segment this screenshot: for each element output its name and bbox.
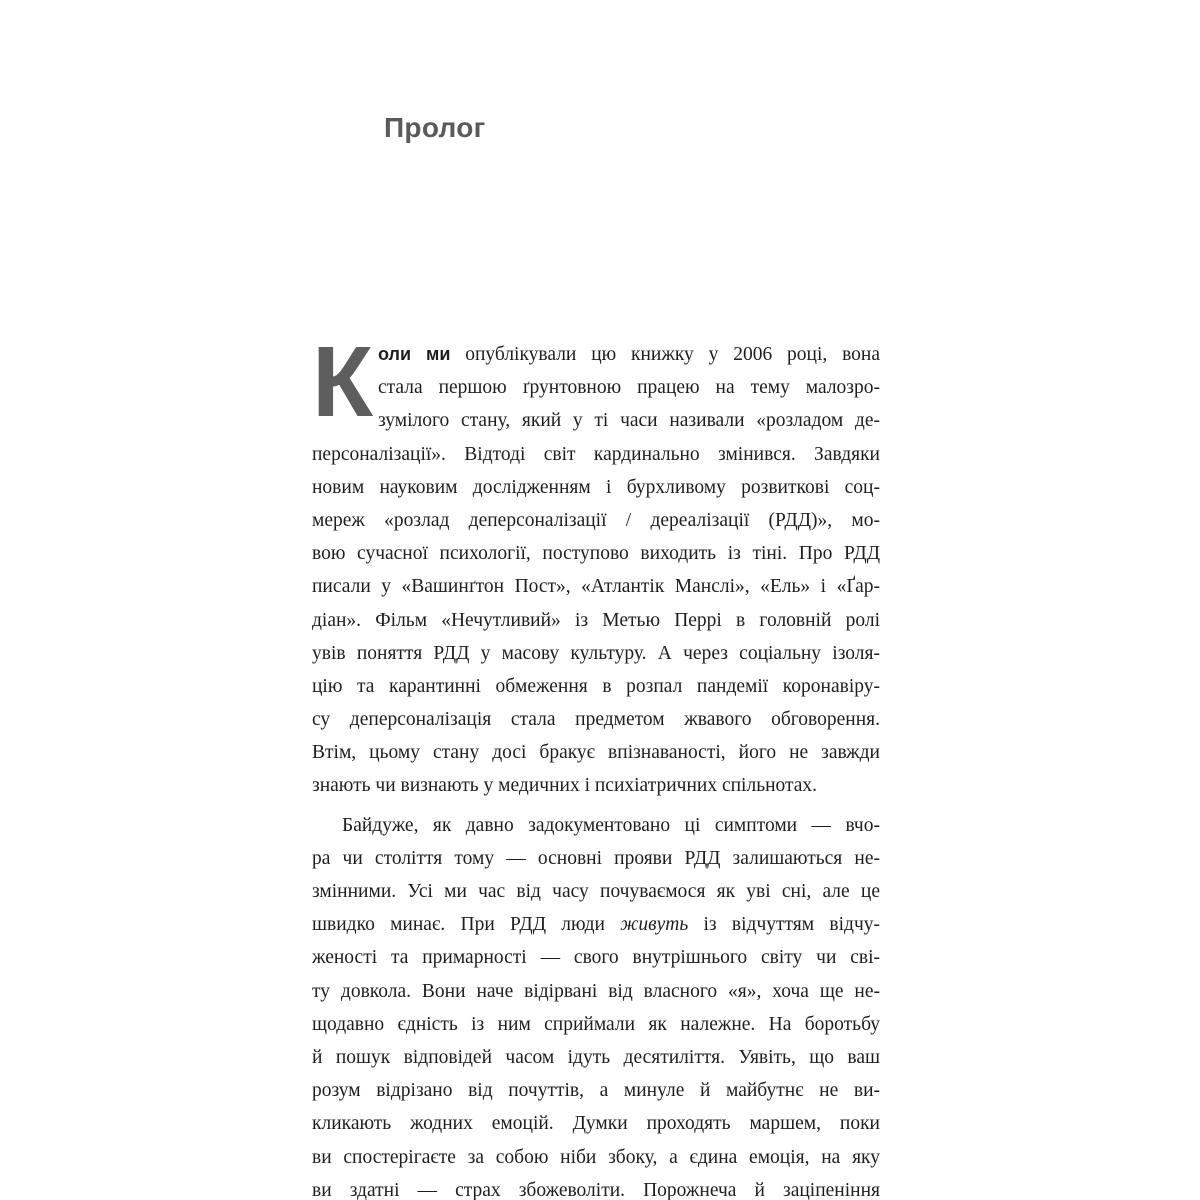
text-line: мереж «розлад деперсоналізації / дереалізації (РДД)», мо- bbox=[312, 509, 880, 531]
text-line: знають чи визнають у медичних і психіатричних спільнотах. bbox=[312, 775, 818, 797]
text-line: цію та карантинні обмеження в розпал пандемії коронавіру- bbox=[312, 675, 880, 697]
text-line: ту довкола. Вони наче відірвані від власного «я», хоча ще не- bbox=[312, 980, 880, 1002]
text-line: ви спостерігаєте за собою ніби збоку, а єдина емоція, на яку bbox=[312, 1146, 880, 1168]
text-line: розум відрізано від почуттів, а минуле й майбутнє не ви- bbox=[312, 1080, 880, 1102]
text-line: зумілого стану, який у ті часи називали «розладом де- bbox=[378, 410, 880, 432]
text-line: кликають жодних емоцій. Думки проходять маршем, поки bbox=[312, 1113, 880, 1135]
text-line: ра чи століття тому — основні прояви РДД залишаються не- bbox=[312, 847, 880, 869]
emphasis: живуть bbox=[620, 914, 689, 936]
text-line: стала першою ґрунтовною працею на тему малозро- bbox=[378, 377, 880, 399]
text-line: вою сучасної психології, поступово виходить із тіні. Про РДД bbox=[312, 543, 880, 565]
text-line: персоналізації». Відтоді світ кардинально змінився. Завдяки bbox=[312, 443, 880, 465]
text-line bbox=[312, 338, 880, 371]
text-line: писали у «Вашинґтон Пост», «Атлантік Манслі», «Ель» і «Ґар- bbox=[312, 576, 880, 598]
text-line: Байдуже, як давно задокументовано ці симптоми — вчо- bbox=[342, 814, 880, 836]
text-line: змінними. Усі ми час від часу почуваємося як уві сні, але це bbox=[312, 881, 880, 902]
drop-cap: К bbox=[312, 326, 374, 438]
chapter-title: Пролог bbox=[384, 112, 486, 143]
text-line: су деперсоналізація стала предметом жвавого обговорення. bbox=[312, 709, 880, 731]
text-line: женості та примарності — свого внутрішнього світу чи сві- bbox=[312, 947, 880, 969]
text-line: діан». Фільм «Нечутливий» із Метью Перрі в головній ролі bbox=[312, 609, 880, 631]
body-text bbox=[312, 326, 881, 1200]
text-line: Втім, цьому стану досі бракує впізнаваності, його не завжди bbox=[312, 742, 880, 764]
text-segment: швидко минає. При РДД люди bbox=[312, 914, 621, 936]
text-line: ви здатні — страх збожеволіти. Порожнеча й заціпеніння bbox=[312, 1179, 880, 1200]
text-segment: із відчуттям відчу- bbox=[688, 914, 881, 936]
lead-in: оли ми bbox=[378, 344, 451, 364]
text-line bbox=[312, 908, 880, 941]
text-line: щодавно єдність із ним сприймали як належне. На боротьбу bbox=[312, 1013, 880, 1035]
text-segment: опублікували цю книжку у 2006 році, вона bbox=[450, 344, 880, 365]
text-line: й пошук відповідей часом ідуть десятиліття. Уявіть, що ваш bbox=[312, 1046, 880, 1068]
text-line: увів поняття РДД у масову культуру. А через соціальну ізоля- bbox=[312, 642, 880, 664]
text-line: новим науковим дослідженням і бурхливому розвиткові соц- bbox=[312, 476, 880, 498]
